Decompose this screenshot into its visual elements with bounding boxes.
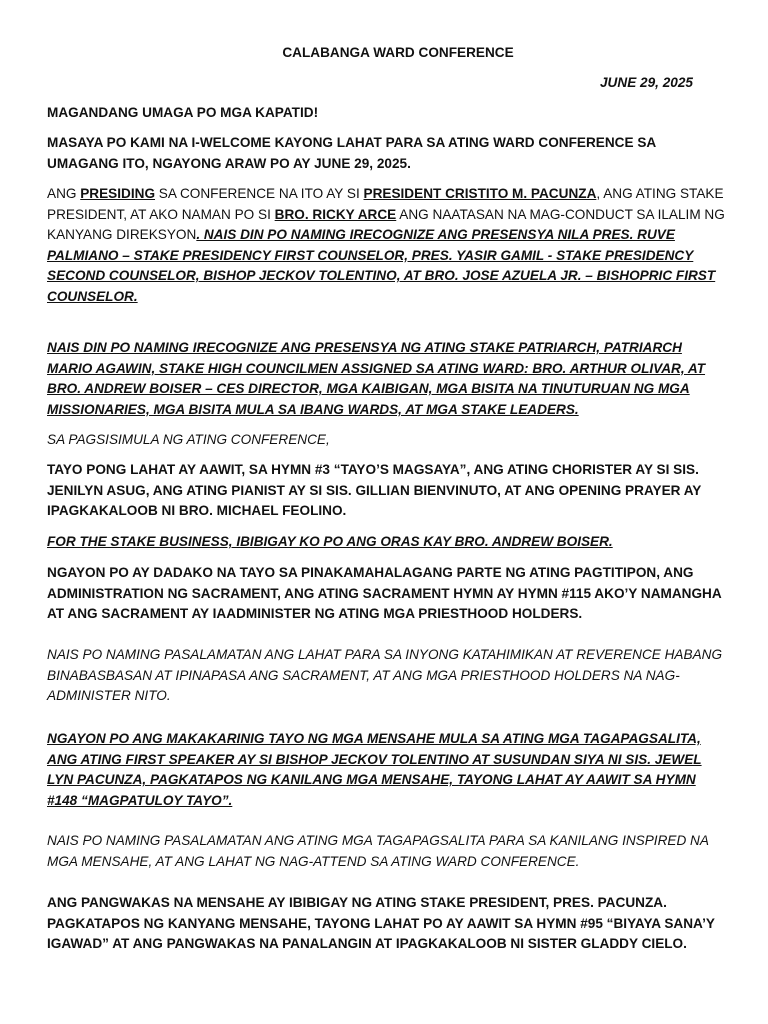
sacrament-thanks-paragraph: NAIS PO NAMING PASALAMATAN ANG LAHAT PARA SA INYONG KATAHIMIKAN AT REVERENCE HABANG BINABASBASAN AT IPINAPASA ANG SACRAMENT, AT ANG MGA PRIESTHOOD HOLDERS NA NAG-ADMINISTER NITO.	[47, 647, 723, 704]
document-title: CALABANGA WARD CONFERENCE	[282, 45, 514, 60]
presiding-officer-name: PRESIDENT CRISTITO M. PACUNZA	[363, 186, 597, 201]
conductor-name: BRO. RICKY ARCE	[274, 206, 397, 222]
document-date: JUNE 29, 2025	[600, 75, 693, 90]
presiding-label: PRESIDING	[80, 186, 156, 201]
opening-hymn-paragraph: TAYO PONG LAHAT AY AAWIT, SA HYMN #3 “TAYO’S MAGSAYA”, ANG ATING CHORISTER AY SI SIS. JENILYN ASUG, ANG ATING PIANIST AY SI SIS. GILLIAN BIENVINUTO, AT ANG OPENING PRAYER AY IPAGKAKALOOB NI BRO. MICHAEL FEOLINO.	[47, 462, 702, 519]
start-paragraph: SA PAGSISIMULA NG ATING CONFERENCE,	[47, 432, 330, 447]
stake-business-paragraph: FOR THE STAKE BUSINESS, IBIBIGAY KO PO ANG ORAS KAY BRO. ANDREW BOISER.	[47, 534, 613, 549]
presiding-text-1: ANG	[47, 186, 81, 201]
presiding-text-4: ANG NAATASAN NA MAG-CONDUCT SA ILALIM NG KANYANG DIREKSYON	[47, 206, 725, 243]
welcome-paragraph: MASAYA PO KAMI NA I-WELCOME KAYONG LAHAT PARA SA ATING WARD CONFERENCE SA UMAGANG ITO, NGAYONG ARAW PO AY JUNE 29, 2025.	[47, 135, 656, 171]
closing-paragraph: ANG PANGWAKAS NA MENSAHE AY IBIBIGAY NG ATING STAKE PRESIDENT, PRES. PACUNZA. PAGKATAPOS NG KANYANG MENSAHE, TAYONG LAHAT PO AY AAWIT SA HYMN #95 “BIYAYA SANA’Y IGAWAD” AT ANG PANGWAKAS NA PANALANGIN AT IPAGKAKALOOB NI SISTER GLADDY CIELO.	[47, 895, 715, 952]
presiding-text-2: SA CONFERENCE NA ITO AY SI	[155, 186, 364, 201]
greeting-paragraph: MAGANDANG UMAGA PO MGA KAPATID!	[47, 105, 319, 120]
speakers-thanks-paragraph: NAIS PO NAMING PASALAMATAN ANG ATING MGA TAGAPAGSALITA PARA SA KANILANG INSPIRED NA MGA MENSAHE, AT ANG LAHAT NG NAG-ATTEND SA ATING WARD CONFERENCE.	[47, 833, 709, 869]
recognize-paragraph: NAIS DIN PO NAMING IRECOGNIZE ANG PRESENSYA NG ATING STAKE PATRIARCH, PATRIARCH MARIO AGAWIN, STAKE HIGH COUNCILMEN ASSIGNED SA ATING WARD: BRO. ARTHUR OLIVAR, AT BRO. ANDREW BOISER – CES DIRECTOR, MGA KAIBIGAN, MGA BISITA NA TINUTURUAN NG MGA MISSIONARIES, MGA BISITA MULA SA IBANG WARDS, AT MGA STAKE LEADERS.	[47, 340, 706, 417]
sacrament-paragraph: NGAYON PO AY DADAKO NA TAYO SA PINAKAMAHALAGANG PARTE NG ATING PAGTITIPON, ANG ADMINISTRATION NG SACRAMENT, ANG ATING SACRAMENT HYMN AY HYMN #115 AKO’Y NAMANGHA AT ANG SACRAMENT AY IAADMINISTER NG ATING MGA PRIESTHOOD HOLDERS.	[47, 565, 722, 622]
speakers-paragraph: NGAYON PO ANG MAKAKARINIG TAYO NG MGA MENSAHE MULA SA ATING MGA TAGAPAGSALITA, ANG ATING FIRST SPEAKER AY SI BISHOP JECKOV TOLENTINO AT SUSUNDAN SIYA NI SIS. JEWEL LYN PACUNZA, PAGKATAPOS NG KANILANG MGA MENSAHE, TAYONG LAHAT AY AAWIT SA HYMN #148 “MAGPATULOY TAYO”.	[47, 731, 702, 808]
presiding-text-3: , ANG ATING STAKE PRESIDENT, AT AKO NAMAN PO SI	[47, 186, 724, 222]
presiding-paragraph	[47, 184, 727, 308]
leaders-recognition: . NAIS DIN PO NAMING IRECOGNIZE ANG PRESENSYA NILA PRES. RUVE PALMIANO – STAKE PRESIDENCY FIRST COUNSELOR, PRES. YASIR GAMIL - STAKE PRESIDENCY SECOND COUNSELOR, BISHOP JECKOV TOLENTINO, AT BRO. JOSE AZUELA JR. – BISHOPRIC FIRST COUNSELOR.	[47, 227, 716, 304]
